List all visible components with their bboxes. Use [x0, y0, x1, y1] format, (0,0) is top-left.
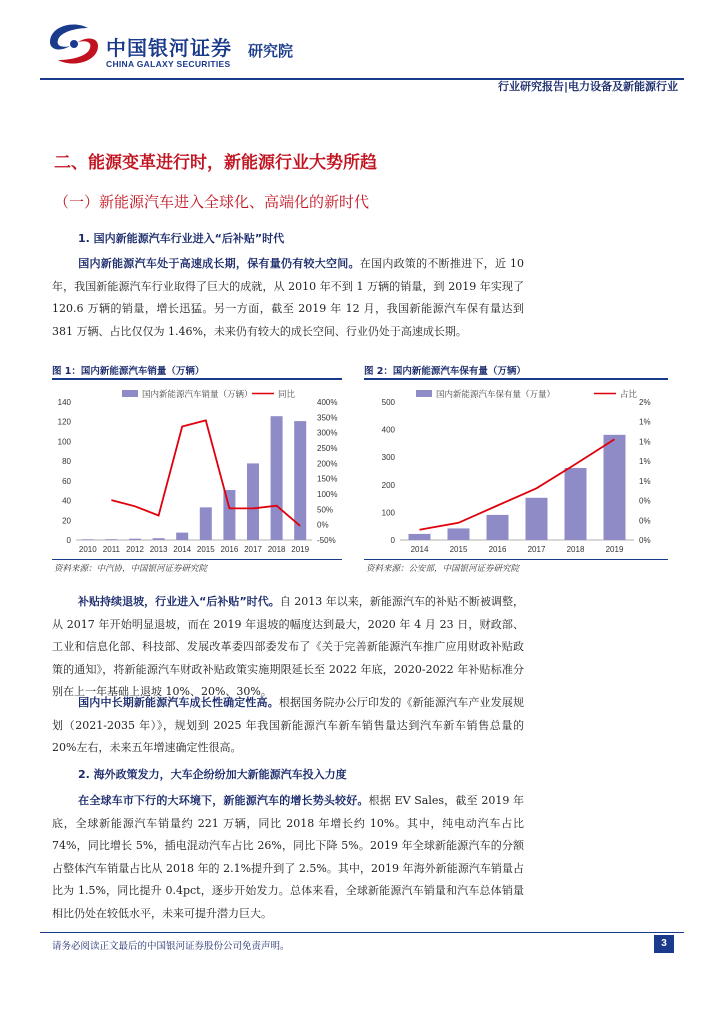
figure-1-title: 图 1：国内新能源汽车销量（万辆）: [52, 366, 205, 377]
x-tick-label: 2018: [566, 545, 585, 554]
x-tick-label: 2016: [220, 545, 239, 554]
y-right-tick-label: 400%: [317, 398, 338, 407]
x-tick-label: 2012: [126, 545, 144, 554]
y-right-tick-label: -50%: [317, 536, 336, 545]
y-left-tick-label: 40: [62, 496, 71, 506]
y-right-tick-label: 0%: [639, 536, 651, 545]
bar-2019: [604, 435, 626, 540]
x-tick-label: 2013: [149, 545, 168, 554]
bar-2016: [223, 490, 235, 540]
x-tick-label: 2010: [78, 545, 97, 554]
bar-2010: [82, 539, 94, 540]
x-tick-label: 2019: [291, 545, 310, 554]
y-right-tick-label: 50%: [317, 505, 334, 515]
paragraph-2-lead: 补贴持续退坡，行业进入“后补贴”时代。: [78, 595, 280, 608]
paragraph-4: [52, 790, 524, 925]
bar-2015: [200, 507, 212, 540]
legend-bar-label: 国内新能源汽车销量（万辆）: [142, 389, 253, 399]
paragraph-3-body: 根据国务院办公厅印发的《新能源汽车产业发展规划（2021-2035 年）》，规划到 2025 年我国新能源汽车新车销售量达到汽车新车销售总量的 20%左右，未来五年增速确定性很高。: [52, 696, 525, 754]
y-right-tick-label: 0%: [317, 520, 329, 530]
x-tick-label: 2015: [196, 545, 215, 554]
section-title: 二、能源变革进行时，新能源行业大势所趋: [54, 153, 377, 173]
paragraph-1-body: 在国内政策的不断推进下，近 10 年，我国新能源汽车行业取得了巨大的成就，从 2010 年不到 1 万辆的销量，到 2019 年实现了 120.6 万辆的销量，增长迅猛。另一方面，截至 2019 年 12 月，我国新能源汽车保有量达到 381 万辆、占比仅仅为 1.46%，未来仍有较大的成长空间、行业仍处于高速成长期。: [52, 257, 524, 338]
y-right-tick-label: 100%: [317, 490, 338, 499]
report-type: 行业研究报告|电力设备及新能源行业: [497, 80, 678, 93]
y-left-tick-label: 100: [381, 508, 395, 518]
paragraph-1-lead: 国内新能源汽车处于高速成长期，保有量仍有较大空间。: [78, 257, 360, 270]
bar-2014: [409, 534, 431, 540]
bar-2011: [105, 539, 117, 540]
subsection-title: （一）新能源汽车进入全球化、高端化的新时代: [54, 193, 370, 211]
heading-2: 2. 海外政策发力，大车企纷纷加大新能源汽车投入力度: [78, 768, 347, 781]
legend-line-label: 占比: [620, 389, 638, 399]
y-left-tick-label: 500: [381, 398, 395, 407]
y-left-tick-label: 0: [66, 536, 71, 545]
legend-bar-swatch: [416, 390, 432, 397]
figure-1-bottom-rule: [52, 559, 342, 560]
bar-2014: [176, 533, 188, 540]
figure-1-source: 资料来源：中汽协，中国银河证券研究院: [54, 564, 208, 574]
y-left-tick-label: 100: [57, 437, 71, 447]
y-right-tick-label: 0%: [639, 516, 651, 526]
y-left-tick-label: 120: [57, 417, 71, 427]
bar-2018: [565, 468, 587, 540]
y-right-tick-label: 300%: [317, 428, 338, 438]
y-right-tick-label: 1%: [639, 457, 651, 467]
figure-2-bottom-rule: [364, 559, 668, 560]
bar-2017: [526, 498, 548, 540]
logo-sub-text: 研究院: [248, 42, 294, 60]
figure-1-rule: [52, 378, 342, 380]
x-tick-label: 2017: [244, 545, 262, 554]
paragraph-4-body: 根据 EV Sales，截至 2019 年底，全球新能源汽车销量约 221 万辆，同比 2018 年增长约 10%。其中，纯电动汽车占比 74%，同比增长 5%，插电混动汽车占比 26%，同比下降 5%。2019 年全球新能源汽车的分额占整体汽车销量占比从 2018 年的 2.1%提升到了 2.5%。其中，2019 年海外新能源汽车销量占比为 1.5%，同比提升 0.4pct，逐步开始发力。总体来看，全球新能源汽车销量和汽车总体销量相比仍处在较低水平，未来可提升潜力巨大。: [52, 794, 524, 920]
bar-2018: [271, 416, 283, 540]
y-left-tick-label: 0: [390, 536, 395, 545]
y-left-tick-label: 60: [62, 476, 71, 486]
x-tick-label: 2015: [449, 545, 468, 554]
y-right-tick-label: 250%: [317, 444, 338, 453]
legend-line-label: 同比: [278, 389, 296, 399]
y-right-tick-label: 1%: [639, 476, 651, 486]
x-tick-label: 2018: [267, 545, 286, 554]
bar-2016: [487, 515, 509, 540]
x-tick-label: 2014: [173, 545, 192, 554]
y-right-tick-label: 1%: [639, 437, 651, 447]
y-right-tick-label: 1%: [639, 417, 651, 427]
page-number: 3: [654, 935, 674, 953]
y-right-tick-label: 350%: [317, 413, 338, 423]
logo-en-text: CHINA GALAXY SECURITIES: [106, 59, 231, 69]
chart-1: [50, 382, 346, 560]
footer-disclaimer: 请务必阅读正文最后的中国银河证券股份公司免责声明。: [52, 941, 290, 952]
figure-2-source: 资料来源：公安部，中国银河证券研究院: [366, 564, 520, 574]
paragraph-2-body: 自 2013 年以来，新能源汽车的补贴不断被调整，从 2017 年开始明显退坡，而在 2019 年退坡的幅度达到最大，2020 年 4 月 23 日，财政部、工业和信息化部、科技部、发展改革委四部委发布了《关于完善新能源汽车推广应用财政补贴政策的通知》，将新能源汽车财政补贴政策实施期限延长至 2022 年底，2020-2022 年补贴标准分别在上一年基础上退坡 10%、20%、30%。: [52, 595, 524, 698]
paragraph-2: [52, 591, 524, 704]
figure-2-title: 图 2：国内新能源汽车保有量（万辆）: [364, 366, 526, 377]
heading-1: 1. 国内新能源汽车行业进入“后补贴”时代: [78, 232, 285, 245]
bar-2017: [247, 463, 259, 540]
paragraph-4-lead: 在全球车市下行的大环境下，新能源汽车的增长势头较好。: [78, 794, 369, 807]
bar-2012: [129, 539, 141, 540]
bar-2013: [153, 538, 165, 540]
y-left-tick-label: 80: [62, 457, 71, 467]
header: [0, 0, 724, 100]
y-left-tick-label: 400: [381, 425, 395, 435]
paragraph-3-lead: 国内中长期新能源汽车成长性确定性高。: [78, 696, 279, 709]
legend-bar-swatch: [122, 390, 138, 397]
y-left-tick-label: 140: [57, 398, 71, 407]
y-left-tick-label: 300: [381, 453, 395, 463]
chart-2: [362, 382, 670, 560]
galaxy-logo-icon: [44, 22, 104, 66]
y-left-tick-label: 20: [62, 516, 71, 526]
x-tick-label: 2016: [488, 545, 507, 554]
x-tick-label: 2017: [527, 545, 546, 554]
y-right-tick-label: 0%: [639, 496, 651, 506]
bar-2015: [448, 528, 470, 540]
x-tick-label: 2011: [102, 545, 121, 554]
paragraph-1: [52, 253, 524, 343]
legend-bar-label: 国内新能源汽车保有量（万量）: [436, 389, 556, 399]
y-left-tick-label: 200: [381, 480, 395, 490]
footer-rule: [40, 932, 684, 933]
x-tick-label: 2019: [605, 545, 624, 554]
paragraph-3: [52, 692, 524, 760]
y-right-tick-label: 200%: [317, 459, 338, 469]
y-right-tick-label: 2%: [639, 398, 651, 407]
logo-cn-text: 中国银河证券: [106, 36, 232, 60]
figure-2-rule: [364, 378, 668, 380]
y-right-tick-label: 150%: [317, 474, 338, 484]
x-tick-label: 2014: [410, 545, 429, 554]
